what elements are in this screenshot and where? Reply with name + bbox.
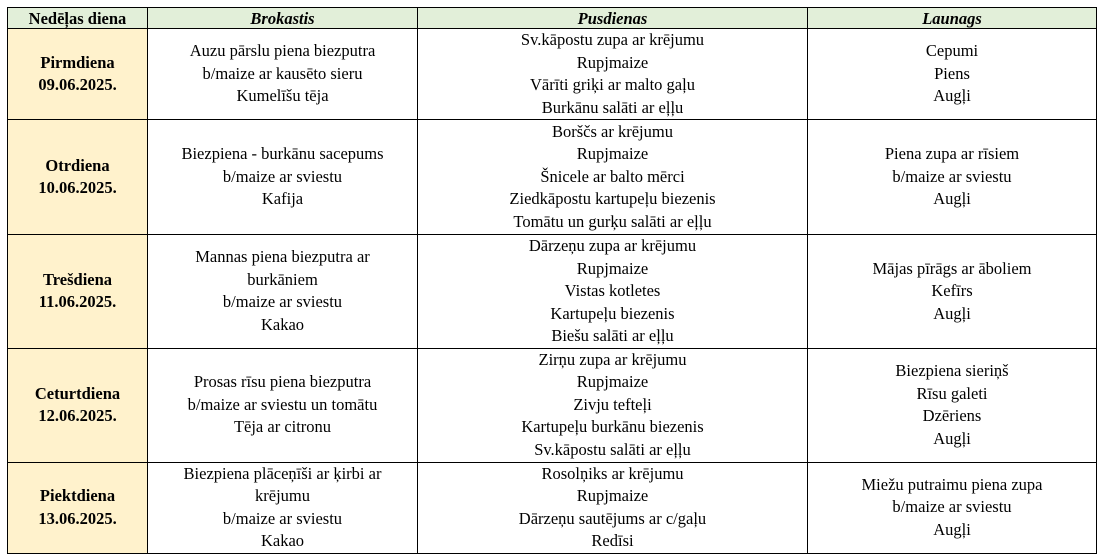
menu-item: Burkānu salāti ar eļļu [541, 97, 684, 117]
day-day: Trešdiena [42, 269, 113, 289]
brokastis-cell [148, 235, 418, 349]
day-cell [8, 462, 148, 553]
day-date: 13.06.2025. [38, 508, 117, 528]
menu-item: Mājas pīrāgs ar āboliem [872, 258, 1032, 278]
menu-item: Dārzeņu sautējums ar c/gaļu [518, 508, 707, 528]
menu-item: Augļi [933, 428, 971, 448]
table-row [8, 29, 1097, 120]
table-row [8, 235, 1097, 349]
table-row [8, 348, 1097, 462]
menu-item: Tēja ar citronu [233, 417, 332, 437]
menu-item: Sv.kāpostu salāti ar eļļu [534, 439, 691, 459]
launags-cell [808, 235, 1097, 349]
header-brokastis: Brokastis [148, 8, 418, 29]
menu-item: Zivju tefteļi [573, 394, 652, 414]
menu-item: Augļi [933, 86, 971, 106]
menu-item: Rosolņiks ar krējumu [541, 463, 684, 483]
day-day: Piektdiena [39, 486, 116, 505]
menu-item: b/maize ar sviestu [892, 497, 1012, 517]
menu-item: Mannas piena biezputra ar [195, 247, 370, 267]
menu-item: Biezpiena sieriņš [895, 361, 1009, 380]
menu-item: Tomātu un gurķu salāti ar eļļu [513, 211, 712, 231]
launags-cell [808, 462, 1097, 553]
menu-item: Kafija [261, 189, 304, 209]
brokastis-cell [148, 120, 418, 235]
menu-item: Vistas kotletes [564, 281, 661, 300]
menu-item: Augļi [933, 519, 971, 539]
day-day: Pirmdiena [40, 52, 115, 72]
header-row [8, 8, 1097, 29]
day-date: 12.06.2025. [38, 406, 117, 425]
menu-item: b/maize ar sviestu [222, 166, 343, 186]
pusdienas-cell [418, 120, 808, 235]
launags-cell [808, 348, 1097, 462]
menu-item: burkāniem [247, 269, 318, 289]
day-cell [8, 348, 148, 462]
menu-item: Kartupeļu biezenis [550, 303, 675, 323]
brokastis-cell [148, 348, 418, 462]
day-cell [8, 120, 148, 235]
menu-item: Augļi [933, 189, 971, 209]
pusdienas-cell [418, 462, 808, 553]
menu-item: Rupjmaize [576, 52, 649, 72]
pusdienas-cell [418, 29, 808, 120]
menu-item: Kakao [260, 531, 305, 550]
menu-item: Biešu salāti ar eļļu [551, 326, 674, 345]
menu-item: Dārzeņu zupa ar krējumu [528, 236, 697, 255]
menu-item: Miežu putraimu piena zupa [861, 474, 1043, 494]
menu-item: Dzēriens [922, 406, 982, 425]
menu-item: b/maize ar kausēto sieru [202, 63, 363, 83]
menu-item: Kumelīšu tēja [236, 86, 329, 106]
menu-item: Auzu pārslu piena biezputra [189, 41, 376, 61]
menu-item: b/maize ar sviestu [222, 508, 343, 528]
menu-item: Augļi [933, 303, 971, 323]
table-row [8, 120, 1097, 235]
menu-item: Rupjmaize [576, 372, 649, 392]
launags-cell [808, 29, 1097, 120]
menu-item: Ziedkāpostu kartupeļu biezenis [509, 189, 716, 209]
day-day: Otrdiena [45, 155, 110, 175]
menu-item: Prosas rīsu piena biezputra [193, 372, 372, 392]
day-date: 10.06.2025. [38, 178, 117, 197]
day-day: Ceturtdiena [34, 383, 121, 403]
menu-item: Cepumi [925, 41, 979, 61]
menu-item: krējumu [255, 486, 310, 505]
day-cell [8, 235, 148, 349]
menu-item: Zirņu zupa ar krējumu [538, 349, 687, 369]
launags-cell [808, 120, 1097, 235]
table-row [8, 462, 1097, 553]
menu-item: Kakao [260, 314, 305, 334]
menu-item: b/maize ar sviestu [222, 292, 343, 312]
header-launags: Launags [808, 8, 1097, 29]
header-day: Nedēļas diena [8, 8, 148, 29]
pusdienas-cell [418, 235, 808, 349]
menu-item: Borščs ar krējumu [552, 121, 673, 141]
menu-item: Kefīrs [931, 281, 973, 300]
brokastis-cell [148, 29, 418, 120]
menu-item: Rupjmaize [576, 258, 649, 278]
menu-item: Biezpiena plāceņīši ar ķirbi ar [183, 463, 382, 483]
menu-item: Piens [934, 63, 970, 83]
brokastis-cell [148, 462, 418, 553]
menu-item: Šnicele ar balto mērci [540, 166, 685, 186]
day-date: 09.06.2025. [38, 75, 117, 94]
menu-item: Kartupeļu burkānu biezenis [521, 417, 704, 437]
menu-item: b/maize ar sviestu [892, 166, 1012, 186]
menu-item: Rīsu galeti [916, 383, 988, 403]
menu-item: Vārīti griķi ar malto gaļu [530, 75, 695, 94]
menu-item: Sv.kāpostu zupa ar krējumu [520, 30, 705, 49]
menu-item: Rupjmaize [576, 486, 649, 505]
menu-item: Redīsi [591, 531, 634, 550]
weekly-menu-table [7, 7, 1097, 554]
pusdienas-cell [418, 348, 808, 462]
menu-item: b/maize ar sviestu un tomātu [187, 394, 378, 414]
menu-item: Biezpiena - burkānu sacepums [181, 144, 384, 164]
menu-item: Rupjmaize [576, 144, 649, 164]
day-cell [8, 29, 148, 120]
menu-item: Piena zupa ar rīsiem [884, 144, 1020, 164]
header-pusdienas: Pusdienas [418, 8, 808, 29]
day-date: 11.06.2025. [38, 292, 117, 312]
